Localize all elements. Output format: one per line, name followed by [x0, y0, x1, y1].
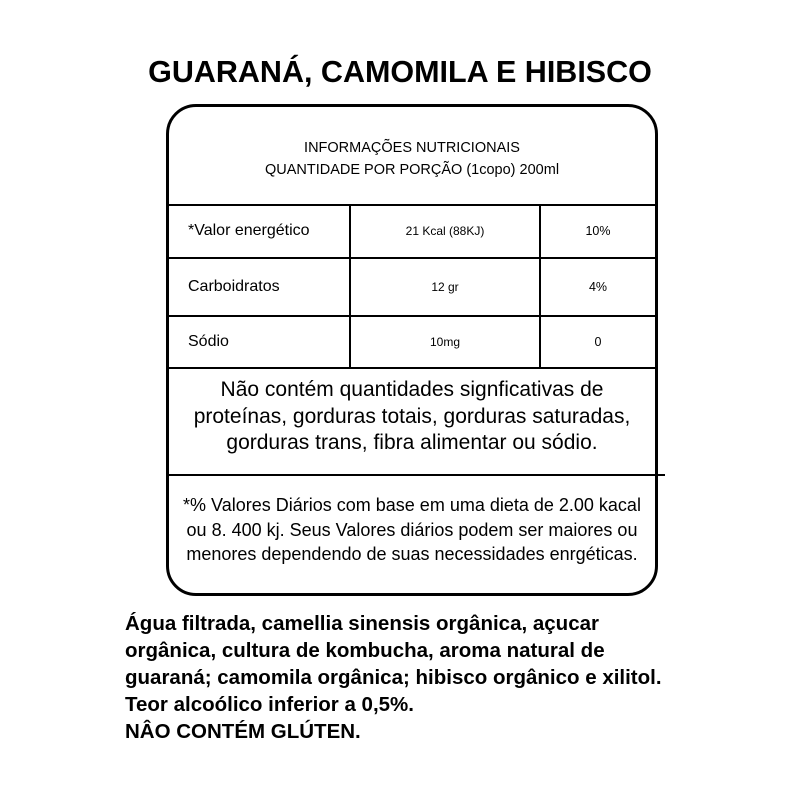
nutrient-name: Sódio — [188, 333, 229, 350]
nutrition-header — [169, 137, 655, 181]
ingredients-line: guaraná; camomila orgânica; hibisco orgânico e xilitol. — [125, 666, 662, 689]
serving-size: QUANTIDADE POR PORÇÃO (1copo) 200ml — [264, 162, 560, 178]
nutrient-daily-value: 0 — [594, 335, 602, 349]
nutrient-daily-value: 10% — [585, 224, 611, 238]
column-divider — [349, 205, 351, 368]
footnote-line: menores dependendo de suas necessidades enrgéticas. — [186, 544, 638, 564]
ingredients-list — [125, 610, 662, 745]
nutrition-note-line: gorduras trans, fibra alimentar ou sódio. — [226, 431, 598, 454]
alcohol-content: Teor alcoólico inferior a 0,5%. — [125, 693, 414, 716]
section-divider — [169, 474, 665, 476]
nutrient-row — [169, 206, 655, 256]
nutrient-row — [169, 259, 655, 315]
nutrient-amount: 12 gr — [431, 280, 459, 294]
nutrient-amount: 10mg — [429, 335, 461, 349]
ingredients-line: Água filtrada, camellia sinensis orgânica, açucar — [125, 612, 599, 635]
table-divider — [169, 367, 655, 369]
nutrition-note-line: Não contém quantidades signficativas de — [220, 378, 604, 401]
nutrition-note — [169, 377, 655, 457]
ingredients-line: orgânica, cultura de kombucha, aroma natural de — [125, 639, 605, 662]
footnote-line: ou 8. 400 kj. Seus Valores diários podem ser maiores ou — [186, 519, 638, 540]
daily-value-footnote — [169, 493, 655, 567]
gluten-warning: NÂO CONTÉM GLÚTEN. — [125, 720, 361, 743]
product-title: GUARANÁ, CAMOMILA E HIBISCO — [148, 55, 652, 89]
nutrition-facts-box — [166, 104, 658, 596]
column-divider — [539, 205, 541, 368]
nutrition-note-line: proteínas, gorduras totais, gorduras saturadas, — [193, 404, 631, 428]
nutrient-row — [169, 317, 655, 367]
nutrition-header-title: INFORMAÇÕES NUTRICIONAIS — [304, 140, 520, 156]
nutrient-daily-value: 4% — [588, 280, 608, 294]
nutrient-amount: 21 Kcal (88KJ) — [405, 224, 485, 238]
nutrient-name: *Valor energético — [188, 222, 310, 239]
footnote-line: *% Valores Diários com base em uma dieta de 2.00 kacal — [183, 495, 641, 515]
nutrient-name: Carboidratos — [188, 278, 280, 295]
